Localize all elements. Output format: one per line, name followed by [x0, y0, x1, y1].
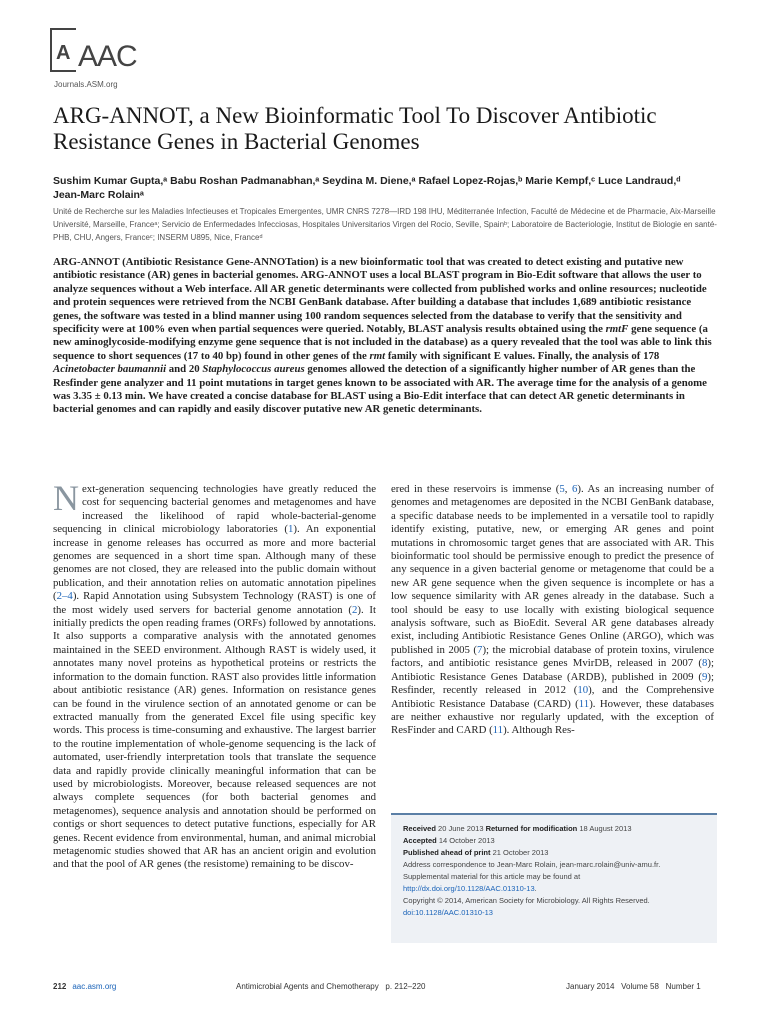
citation-link[interactable]: 9 [701, 670, 708, 683]
abstract-text: and 20 [166, 363, 203, 376]
body-text: ). Although Res- [503, 724, 575, 737]
body-text: ). It initially predicts the open reading frames (ORFs) followed by annotations. It also supports a comparative analysis with the annotated genomes maintained in the SEED environment. Although RAST is widely used, it annotates many novel proteins as hypothetical proteins or restricts the information to the domain function. RAST also provides little information about antibiotic resistance (AR) genes. Information on resistance genes can be found in the virulence section of an annotated genome or can be extracted manually from the generated Excel file using specific key words. This process is time-consuming and exhaustive. The largest barrier to the routine implementation of whole-genome sequencing is the lack of automated, user-friendly interpretation tools that translate the sequence data and rapidly provide clinically meaningful information that can be used by microbiologists. Moreover, because released sequences are not always complete sequences (for both bacterial genomes and metagenomes), sequence analysis and annotation should be performed on contigs or short sequences to detect putative functions, especially for AR genes. Recent evidence from environmental, human, and animal microbial metagenomic studies showed that AR has an ancient origin and evolution and that the pool of AR genes (the resistome) remaining to be discov- [53, 603, 376, 871]
drop-cap: N [53, 478, 79, 518]
body-text: ). However, these databases are neither exhaustive nor regularly updated, with the exception of ResFinder and CARD ( [391, 697, 714, 737]
citation-link[interactable]: 2–4 [56, 590, 73, 603]
article-info-box [391, 813, 717, 943]
abstract-species-name: Acinetobacter baumannii [53, 363, 167, 376]
page-range: p. 212–220 [385, 982, 426, 991]
copyright-notice: Copyright © 2014, American Society for Microbiology. All Rights Reserved. [403, 896, 650, 905]
published-line [403, 847, 705, 859]
footer-left [53, 982, 116, 991]
received-date: 20 June 2013 [438, 824, 484, 833]
title-line-2: Resistance Genes in Bacterial Genomes [53, 129, 420, 154]
published-date: 21 October 2013 [492, 848, 549, 857]
published-label: Published ahead of print [403, 848, 491, 857]
body-text: ); Antibiotic Resistance Genes Database (ARDB), published in 2009 ( [391, 657, 714, 683]
abstract-text: genomes allowed the detection of a significantly higher number of AR genes than the Resfinder gene analyzer and 11 point mutations in target genes known to be associated with AR. The average time for the analysis of a genome was 3.35 ± 0.13 min. We have created a concise database for BLAST using a Bio-Edit interface that can detect AR genetic determinants in bacterial genomes and can rapidly and easily discover putative new AR genetic determinants. [53, 363, 707, 416]
correspondence-address: Address correspondence to Jean-Marc Rolain, jean-marc.rolain@univ-amu.fr. [403, 860, 661, 869]
authors-line-2: Jean-Marc Rolainᵃ [53, 189, 144, 201]
page-number: 212 [53, 982, 67, 991]
body-text: ered in these reservoirs is immense ( [391, 483, 560, 495]
body-text: ext-generation sequencing technologies have greatly reduced the cost for sequencing bacterial genomes and metagenomes and have increased the likelihood of rapid whole-bacterial-genome sequencing in clinical microbiology laboratories ( [53, 483, 376, 536]
accepted-label: Accepted [403, 836, 437, 845]
body-text: ); Resfinder, recently released in 2012 ( [391, 670, 714, 697]
logo-text: AAC [78, 40, 137, 73]
logo-url: Journals.ASM.org [54, 80, 118, 89]
citation-link[interactable]: 11 [492, 724, 504, 737]
body-text: ). As an increasing number of genomes and metagenomes are deposited in the NCBI GenBank database, a specific database needs to be implemented in a versatile tool to rapidly identify existing, putative, new, or emerging AR genes and point mutations in chromosomic target genes that are associated with AR. This bioinformatic tool should be permissive enough to predict the presence of any sequence in a given bacterial genome or metagenome that could be a new AR gene sequence when the given sequence is incomplete or has a low sequence similarity with AR genes already in the database. Such a tool should be easy to use locally with existing biological sequence analysis software, such as BioEdit. Several AR gene databases already exist, including Antibiotic Resistance Genes Online (ARGO), which was published in 2005 ( [391, 483, 714, 656]
supplemental-text: Supplemental material for this article may be found at [403, 872, 581, 881]
body-text: ). An exponential increase in genome releases has occurred as more and more bacterial genomes are sequenced in a short time span. Although many of these genomes are not closed, they are released into the public domain without publication, and their annotation relies on automatic annotation pipelines ( [53, 523, 376, 603]
returned-label: Returned for modification [485, 824, 578, 833]
logo-mark: A [56, 42, 71, 64]
journal-name: Antimicrobial Agents and Chemotherapy [236, 982, 379, 991]
citation-link[interactable]: 7 [477, 643, 483, 656]
abstract-species-name: Staphylococcus aureus [202, 363, 305, 376]
body-text: ); the microbial database of protein toxins, virulence factors, and antibiotic resistance genes MvirDB, released in 2007 ( [391, 643, 714, 670]
article-title [53, 103, 693, 155]
title-line-1: ARG-ANNOT, a New Bioinformatic Tool To Discover Antibiotic [53, 103, 657, 128]
footer-journal [236, 982, 425, 991]
citation-link[interactable]: 11 [578, 697, 590, 710]
body-text: ), and the Comprehensive Antibiotic Resistance Database (CARD) ( [391, 684, 715, 710]
body-text: , [564, 483, 572, 495]
abstract-text: family with significant E values. Finally, the analysis of 178 [385, 349, 660, 362]
abstract-gene-family: rmt [369, 349, 386, 362]
accepted-date: 14 October 2013 [438, 836, 495, 845]
supplemental-link[interactable]: http://dx.doi.org/10.1128/AAC.01310-13 [403, 884, 535, 893]
accepted-line [403, 835, 705, 847]
journal-logo [50, 28, 160, 94]
body-text: ). Rapid Annotation using Subsystem Technology (RAST) is one of the most widely used servers for bacterial genome annotation ( [53, 590, 376, 616]
received-label: Received [403, 824, 436, 833]
received-line [403, 823, 705, 835]
doi-link[interactable]: doi:10.1128/AAC.01310-13 [403, 908, 493, 917]
authors-line-1: Sushim Kumar Gupta,ᵃ Babu Roshan Padmanabhan,ᵃ Seydina M. Diene,ᵃ Rafael Lopez-Rojas,ᵇ Marie Kempf,ᶜ Luce Landraud,ᵈ [53, 175, 681, 187]
citation-link[interactable]: 1 [287, 523, 294, 536]
footer-issue: January 2014 Volume 58 Number 1 [566, 982, 701, 991]
supplemental-note: Supplemental material for this article may be found at http://dx.doi.org/10.1128/AAC.01310-13. [403, 872, 581, 893]
citation-link[interactable]: 10 [577, 684, 589, 697]
citation-link[interactable]: 5 [559, 483, 565, 495]
abstract-gene-name: rmtF [605, 323, 629, 336]
affiliations: Unité de Recherche sur les Maladies Infectieuses et Tropicales Emergentes, UMR CNRS 7278—IRD 198 IHU, Méditerranée Infection, Faculté de Médecine et de Pharmacie, Aix-Marseille Université, Marseille, Franceᵃ; Servicio de Enfermedades Infecciosas, Hospitales Universitarios Virgen del Rocio, Seville, Spainᵇ; Laboratoire de Bacteriologie, Institut de Biologie en santé-PHB, CHU, Angers, Franceᶜ; INSERM U895, Nice, Franceᵈ [53, 207, 717, 242]
body-column-left [53, 478, 376, 872]
returned-date: 18 August 2013 [579, 824, 632, 833]
journal-url[interactable]: aac.asm.org [72, 982, 117, 991]
abstract [53, 256, 720, 417]
citation-link[interactable]: 8 [701, 657, 708, 670]
citation-link[interactable]: 6 [571, 483, 578, 495]
body-column-right [391, 483, 714, 738]
abstract-text: ARG-ANNOT (Antibiotic Resistance Gene-ANNOTation) is a new bioinformatic tool that was created to detect existing and putative new antibiotic resistance (AR) genes in bacterial genomes. ARG-ANNOT uses a local BLAST program in Bio-Edit software that allows the user to analyze sequences without a Web interface. All AR genetic determinants were collected from published works and online resources; nucleotide and protein sequences were retrieved from the NCBI GenBank database. After building a database that includes 1,689 antibiotic resistance genes, the software was tested in a blind manner using 100 random sequences selected from the database to verify that the sensitivity and specificity were at 100% even when partial sequences were queried. Notably, BLAST analysis results obtained using the [53, 256, 707, 336]
abstract-text: gene sequence (a new aminoglycoside-modifying enzyme gene sequence that is not included in the database) as a query revealed that the tool was able to link this sequence to short sequences (17 to 40 bp) found in other genes of the [53, 323, 712, 362]
author-list [53, 174, 723, 202]
citation-link[interactable]: 2 [351, 603, 358, 616]
